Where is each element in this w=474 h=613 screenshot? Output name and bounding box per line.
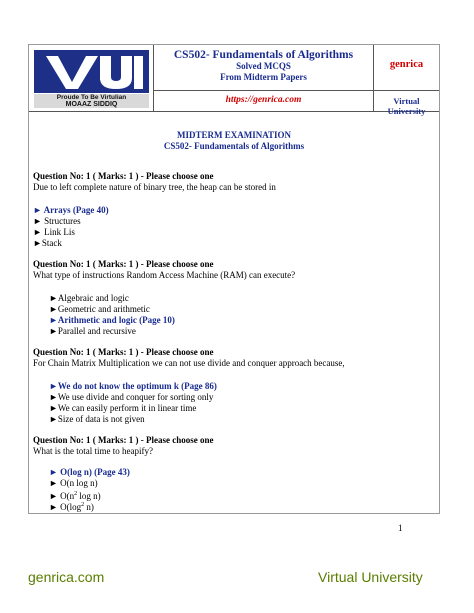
option-text: log n) (77, 491, 101, 501)
title-box (154, 45, 374, 91)
brand-box (374, 45, 439, 91)
answer-option: ►Stack (33, 238, 62, 248)
vu-logo-icon (34, 50, 149, 93)
subtitle-solved: Solved MCQS (236, 61, 291, 71)
answer-option: ► O(n log n) (49, 478, 98, 488)
university-name: Virtual University (387, 96, 426, 116)
footer-site-link[interactable]: genrica.com (28, 569, 105, 585)
answer-option (49, 500, 94, 513)
superscript: 2 (74, 491, 78, 497)
answer-option: ►We can easily perform it in linear time (49, 403, 197, 413)
answer-option-correct: ► Arrays (Page 40) (33, 205, 109, 215)
question-text: Due to left complete nature of binary tree, the heap can be stored in (33, 182, 276, 192)
logo-strip (34, 94, 149, 108)
answer-option: ►Parallel and recursive (49, 326, 136, 336)
page-frame (28, 44, 440, 514)
page-number: 1 (398, 523, 403, 533)
vu-logo-glyph (34, 50, 149, 93)
question-title: Question No: 1 ( Marks: 1 ) - Please choose one (33, 171, 214, 181)
course-title: CS502- Fundamentals of Algorithms (173, 49, 354, 61)
answer-option: ► Link Lis (33, 227, 75, 237)
question-text: What type of instructions Random Access Machine (RAM) can execute? (33, 270, 296, 280)
brand-name: genrica (389, 59, 424, 70)
university-box (374, 91, 439, 116)
url-box (154, 91, 374, 112)
logo (29, 45, 154, 112)
answer-option: ►Algebraic and logic (49, 293, 129, 303)
answer-option-correct: ►We do not know the optimum k (Page 86) (49, 381, 217, 391)
question-title: Question No: 1 ( Marks: 1 ) - Please choose one (33, 259, 214, 269)
answer-option: ►Size of data is not given (49, 414, 145, 424)
site-url-link[interactable]: https://genrica.com (225, 95, 302, 105)
subtitle-source: From Midterm Papers (220, 72, 307, 82)
answer-option-correct: ► O(log n) (Page 43) (49, 467, 130, 477)
option-text: ► O(log (49, 502, 82, 512)
superscript: 2 (81, 502, 85, 508)
question-title: Question No: 1 ( Marks: 1 ) - Please choose one (33, 347, 214, 357)
answer-option: ► Structures (33, 216, 81, 226)
answer-option: ►We use divide and conquer for sorting only (49, 392, 214, 402)
exam-heading: MIDTERM EXAMINATION (176, 130, 292, 140)
exam-course: CS502- Fundamentals of Algorithms (163, 141, 305, 151)
logo-tagline: Proude To Be Virtulian (56, 94, 127, 101)
answer-option-correct: ►Arithmetic and logic (Page 10) (49, 315, 175, 325)
option-text: n) (84, 502, 94, 512)
answer-option: ►Geometric and arithmetic (49, 304, 150, 314)
question-title: Question No: 1 ( Marks: 1 ) - Please choose one (33, 435, 214, 445)
footer-university: Virtual University (318, 569, 423, 585)
logo-author: MOAAZ SIDDIQ (65, 101, 118, 108)
question-text: What is the total time to heapify? (33, 446, 153, 456)
question-text: For Chain Matrix Multiplication we can not use divide and conquer approach because, (33, 358, 345, 368)
option-text: ► O(n (49, 491, 75, 501)
header (29, 45, 439, 116)
